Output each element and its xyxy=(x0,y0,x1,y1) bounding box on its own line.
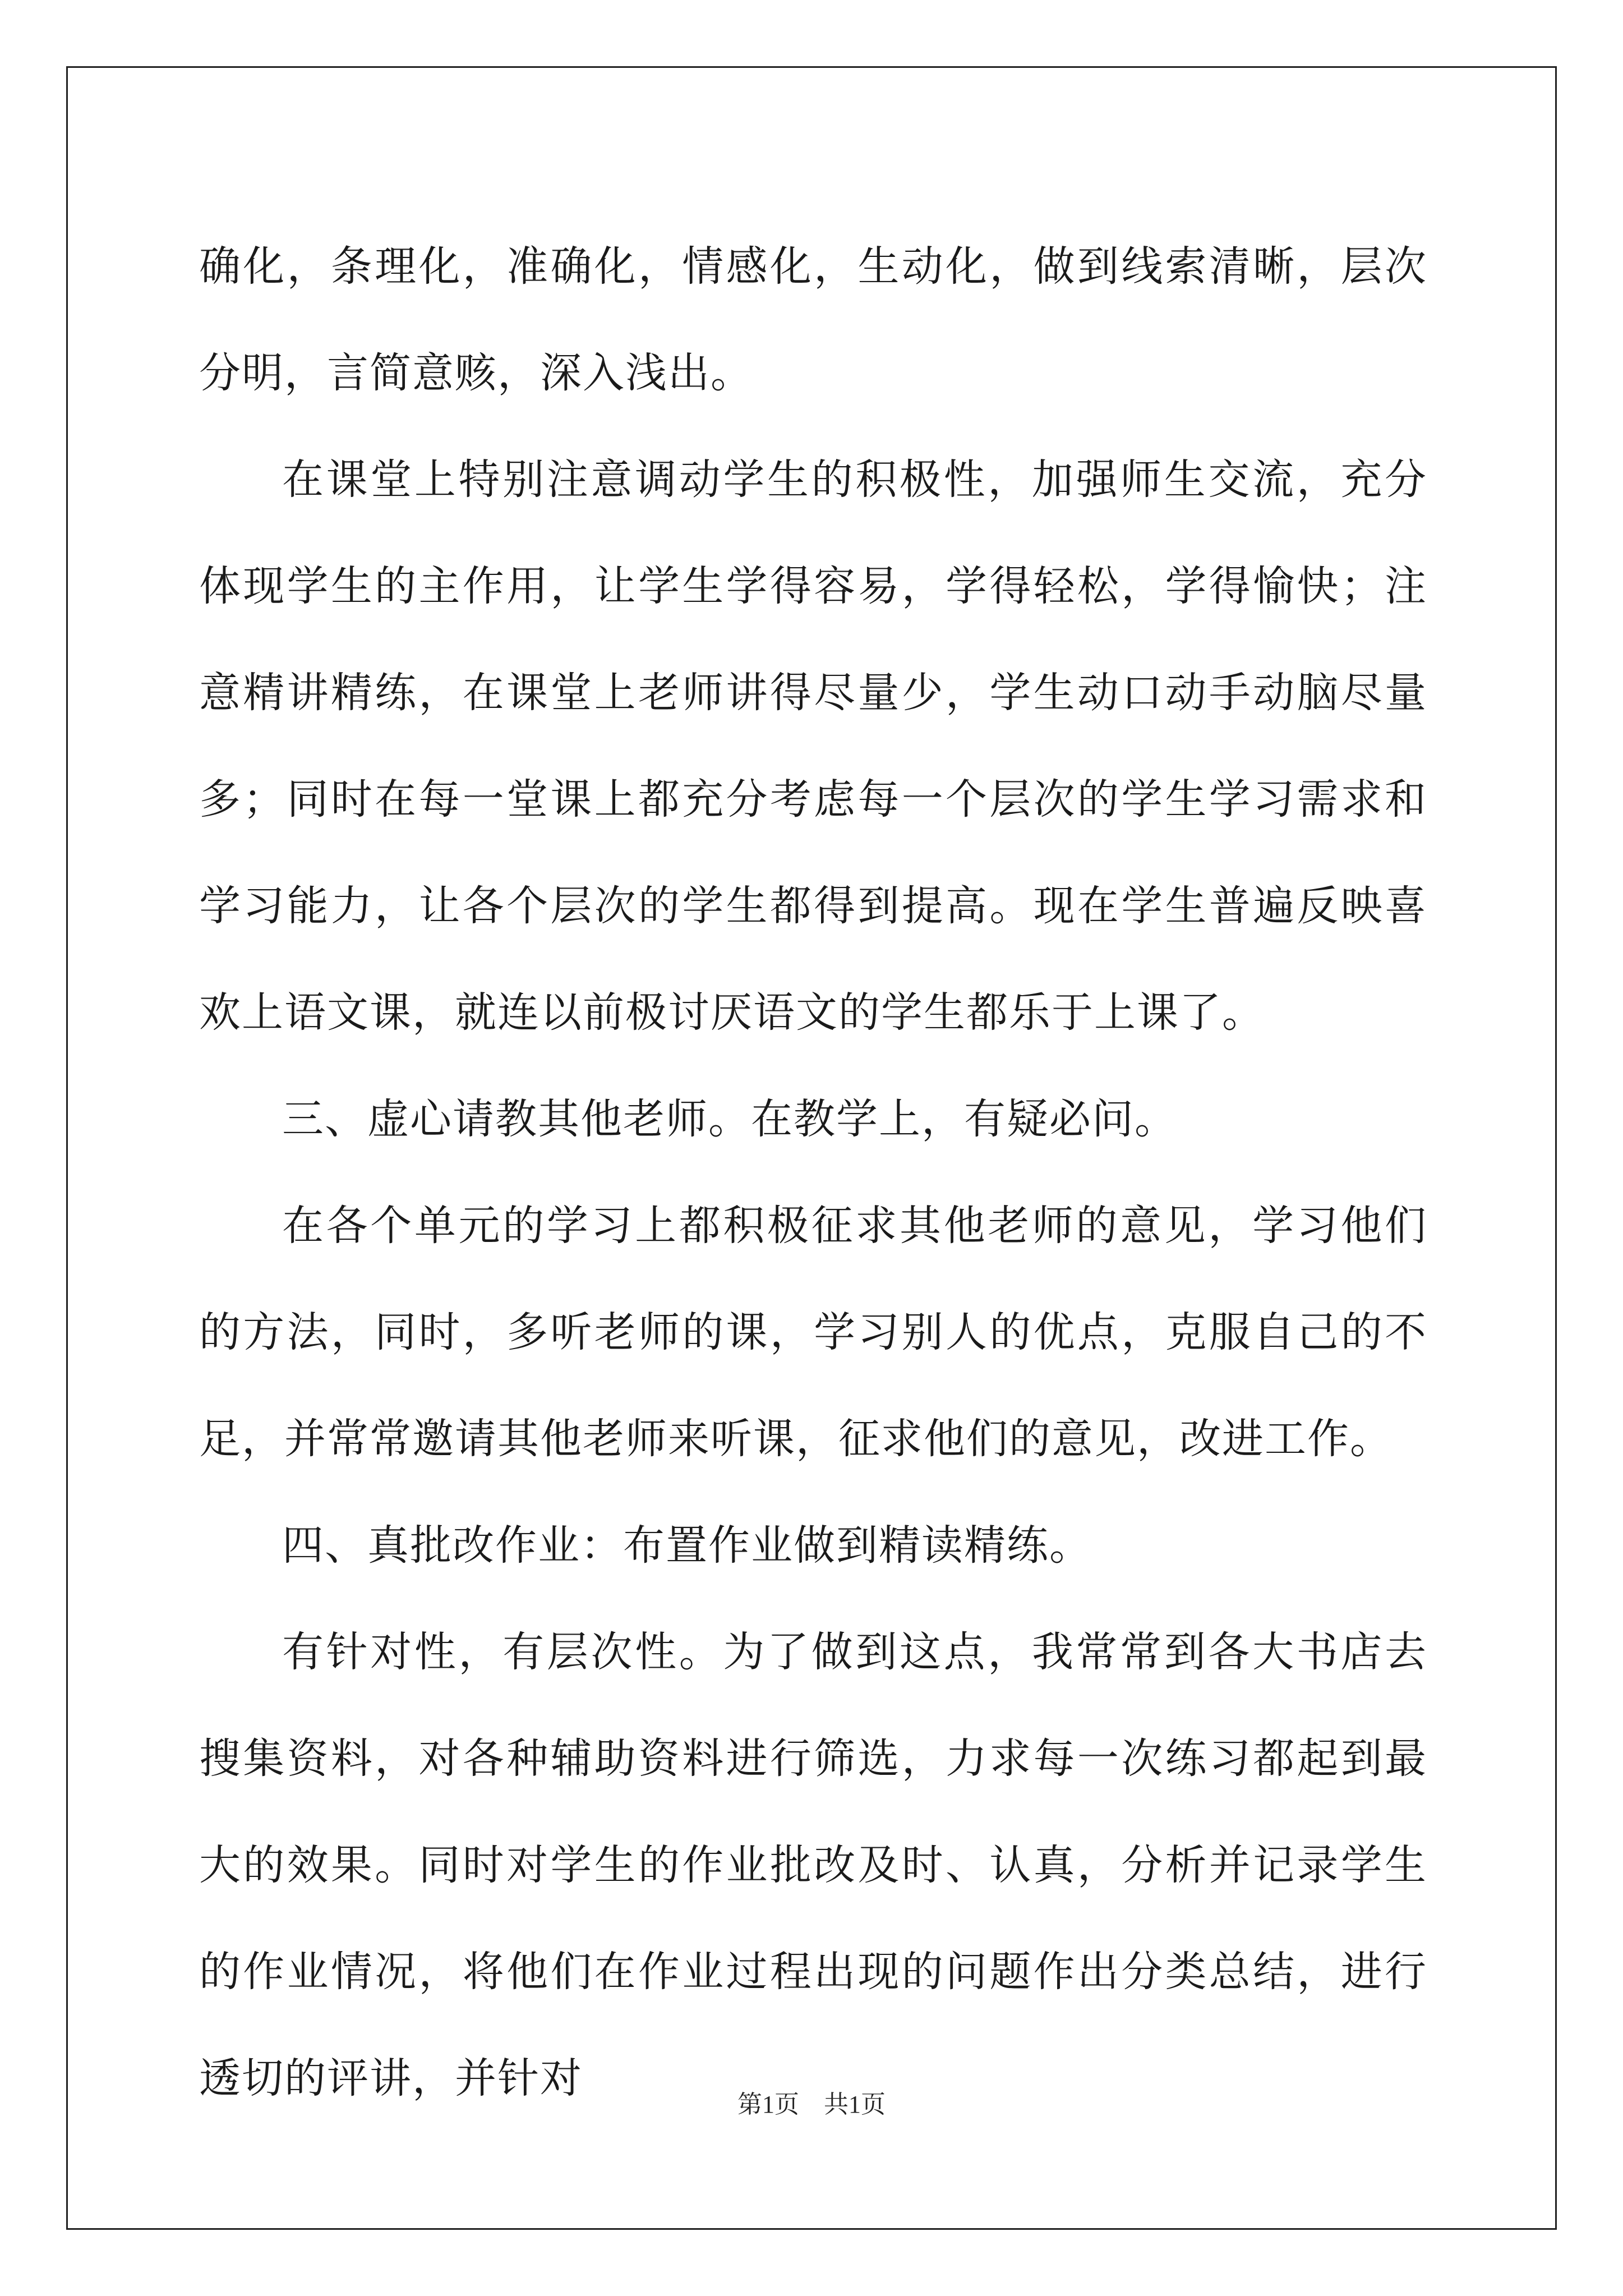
page-footer: 第1页 共1页 xyxy=(737,2091,886,2118)
paragraph-3-heading: 三、虚心请教其他老师。在教学上，有疑必问。 xyxy=(282,1095,1177,1143)
paragraph-6: 有针对性，有层次性。为了做到这点，我常常到各大书店去搜集资料，对各种辅助资料进行筛选，力求每一次练习都起到最大的效果。同时对学生的作业批改及时、认真，分析并记录学生的作业情况，将他们在作业过程出现的问题作出分类总结，进行透切的评讲，并针对 xyxy=(199,1628,1427,2102)
paragraph-1: 确化，条理化，准确化，情感化，生动化，做到线索清晰，层次分明，言简意赅，深入浅出。 xyxy=(199,242,1427,397)
paragraph-4: 在各个单元的学习上都积极征求其他老师的意见，学习他们的方法，同时，多听老师的课，学习别人的优点，克服自己的不足，并常常邀请其他老师来听课，征求他们的意见，改进工作。 xyxy=(199,1202,1427,1463)
paragraph-5-heading: 四、真批改作业：布置作业做到精读精练。 xyxy=(282,1521,1092,1570)
paragraph-2: 在课堂上特别注意调动学生的积极性，加强师生交流，充分体现学生的主作用，让学生学得容易，学得轻松，学得愉快；注意精讲精练，在课堂上老师讲得尽量少，学生动口动手动脑尽量多；同时在每一堂课上都充分考虑每一个层次的学生学习需求和学习能力，让各个层次的学生都得到提高。现在学生普遍反映喜欢上语文课，就连以前极讨厌语文的学生都乐于上课了。 xyxy=(199,455,1427,1037)
document-body xyxy=(199,213,1427,2132)
